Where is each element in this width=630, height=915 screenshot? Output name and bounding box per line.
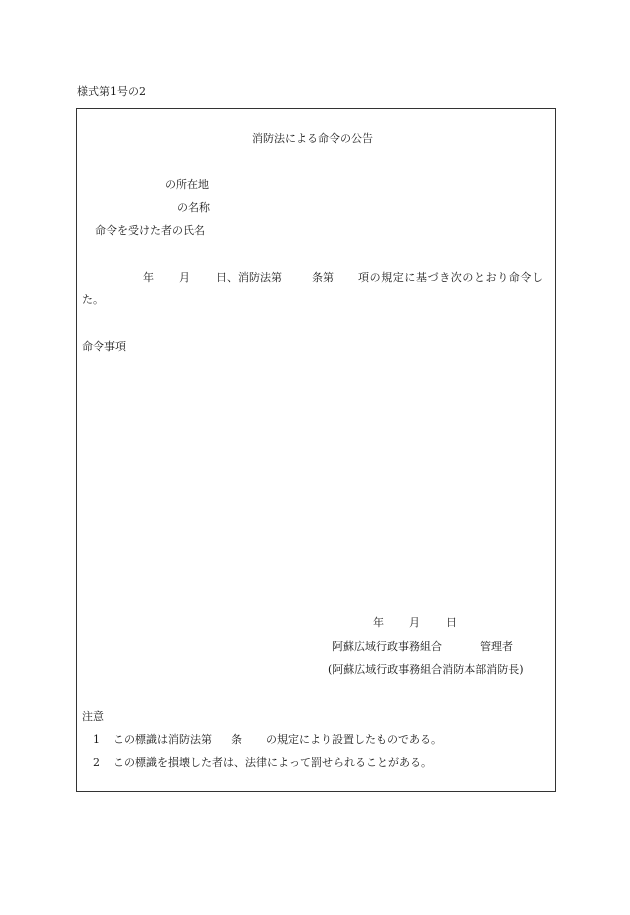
issue-day: 日	[446, 616, 457, 629]
notice-title: 消防法による命令の公告	[252, 132, 373, 145]
note-text-article: 条	[231, 733, 242, 746]
body-clause-phrase: 項の規定に基づき次のとおり命令し	[358, 271, 544, 284]
note-text: この標識は消防法第	[113, 733, 212, 746]
note-text-rest: の規定により設置したものである。	[266, 733, 442, 746]
form-number: 様式第1号の2	[77, 85, 146, 98]
body-continuation: た。	[82, 293, 104, 306]
notice-frame	[76, 108, 556, 792]
issuer-role: 管理者	[480, 640, 513, 653]
order-items-label: 命令事項	[82, 340, 126, 353]
name-label: の名称	[177, 201, 210, 214]
note-number: 2	[93, 756, 100, 769]
note-text: この標識を損壊した者は、法律によって罰せられることがある。	[113, 756, 432, 769]
issuer-organization: 阿蘇広域行政事務組合	[332, 640, 442, 653]
note-number: 1	[93, 733, 100, 746]
body-month: 月	[179, 271, 190, 284]
recipient-label: 命令を受けた者の氏名	[95, 224, 205, 237]
location-label: の所在地	[165, 178, 209, 191]
notes-heading: 注意	[82, 710, 104, 723]
body-article: 条第	[312, 271, 334, 284]
issue-year: 年	[373, 616, 384, 629]
issuer-official: (阿蘇広域行政事務組合消防本部消防長)	[328, 663, 524, 676]
body-year: 年	[143, 271, 154, 284]
body-day-phrase: 日、消防法第	[216, 271, 282, 284]
issue-month: 月	[409, 616, 420, 629]
